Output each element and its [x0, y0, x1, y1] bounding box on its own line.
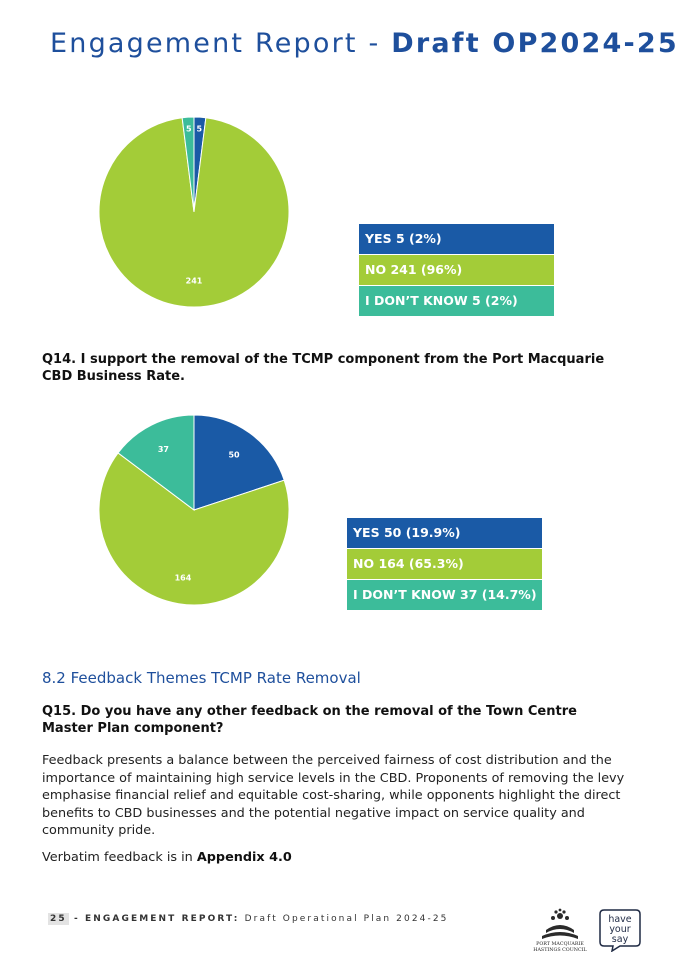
page-title: [50, 28, 679, 59]
legend-item-yes: YES 50 (19.9%): [347, 518, 542, 548]
footer-subtitle: Draft Operational Plan 2024-25: [244, 914, 449, 924]
page-number: 25: [50, 914, 67, 924]
title-light: Engagement Report -: [50, 28, 392, 59]
data-label-no: 241: [185, 276, 203, 286]
question-q15: Q15. Do you have any other feedback on the removal of the Town Centre Master Plan component?: [42, 704, 577, 736]
council-logo: [528, 908, 592, 958]
data-label-yes: 50: [228, 450, 240, 460]
chart-2-legend: [347, 518, 542, 611]
question-q14: Q14. I support the removal of the TCMP component from the Port Macquarie CBD Business Rate.: [42, 352, 605, 384]
title-bold: Draft OP2024-25: [391, 28, 679, 59]
data-label-dont-know: 37: [157, 444, 170, 454]
appendix-reference: Appendix 4.0: [196, 850, 292, 865]
council-emblem-icon: [528, 908, 592, 942]
have-your-say-text: [600, 915, 640, 945]
chart-1-legend: [359, 224, 554, 317]
footer-label: - ENGAGEMENT REPORT:: [68, 914, 245, 924]
council-name-line1: PORT MACQUARIE: [536, 942, 584, 947]
data-label-no: 164: [174, 573, 192, 583]
legend-item-yes: YES 5 (2%): [359, 224, 554, 254]
feedback-summary: Feedback presents a balance between the perceived fairness of cost distribution and the importance of maintaining high service levels in the CBD. Proponents of removing the levy emphasise financial relief and equitable cost-sharing, while opponents highlight the direct benefits to CBD businesses and the potential negative impact on service quality and community pride.: [42, 753, 625, 838]
data-label-yes: 5: [196, 124, 203, 134]
have-your-say-line1: have: [608, 914, 632, 925]
data-label-dont-know: 5: [185, 124, 192, 134]
pie-chart-1: [98, 116, 290, 308]
have-your-say-line2: your say: [609, 924, 631, 945]
pie-chart-2: [98, 414, 290, 606]
have-your-say-logo: [598, 908, 642, 952]
legend-item-no: NO 241 (96%): [359, 255, 554, 285]
section-heading: 8.2 Feedback Themes TCMP Rate Removal: [42, 669, 361, 687]
legend-item-dont-know: I DON’T KNOW 5 (2%): [359, 286, 554, 316]
verbatim-note: [42, 850, 292, 865]
council-name-line2: HASTINGS COUNCIL: [533, 948, 587, 953]
legend-item-dont-know: I DON’T KNOW 37 (14.7%): [347, 580, 542, 610]
page-footer: [48, 914, 448, 924]
verbatim-prefix: Verbatim feedback is in: [42, 850, 197, 865]
council-name: [528, 942, 592, 954]
legend-item-no: NO 164 (65.3%): [347, 549, 542, 579]
